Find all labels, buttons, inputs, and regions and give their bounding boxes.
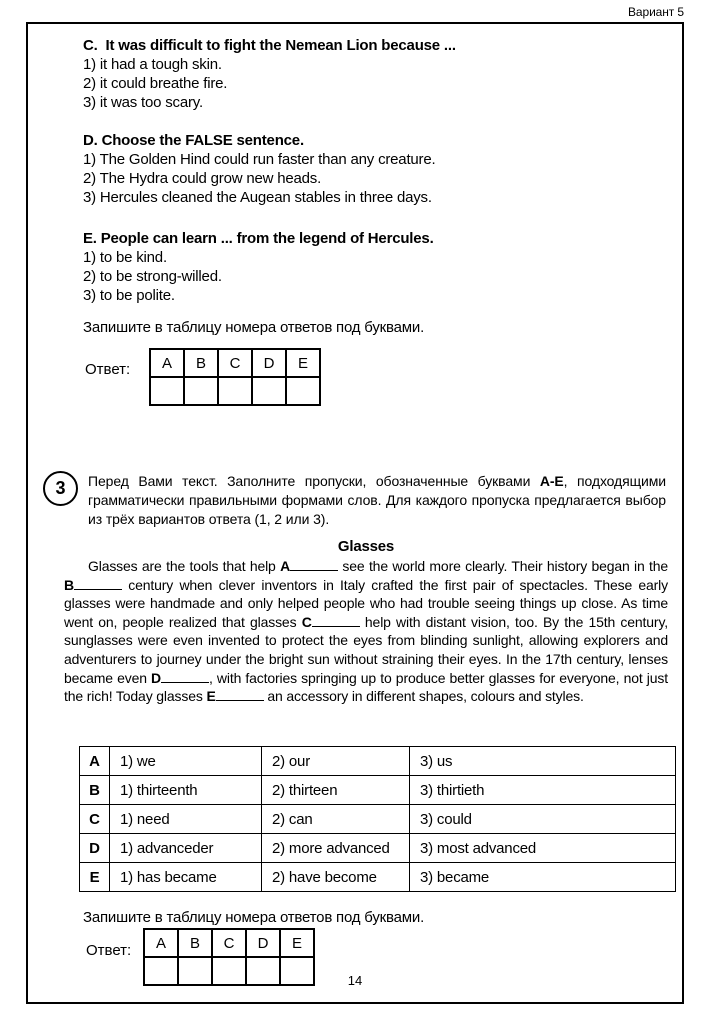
question-d-heading: D. Choose the FALSE sentence. <box>83 132 304 149</box>
option-cell: 2) our <box>262 747 410 776</box>
task-3-instruction: Перед Вами текст. Заполните пропуски, обозначенные буквами А-Е, подходящими грамматически правильными формами слов. Для каждого пропуска предлагается выбор из трёх вариантов ответа (1, 2 или 3). <box>88 473 666 527</box>
option-cell: 3) thirtieth <box>410 776 676 805</box>
answer-column-letter: B <box>184 349 218 377</box>
bold-letter: B <box>64 576 74 593</box>
answer-cell <box>252 377 286 405</box>
answer-blank <box>74 578 122 590</box>
options-row <box>80 776 676 805</box>
option-cell: 2) can <box>262 805 410 834</box>
options-row <box>80 805 676 834</box>
option-cell: 2) thirteen <box>262 776 410 805</box>
gap-fill-paragraph: Glasses are the tools that help A see the world more clearly. Their history began in the B century when clever inventors in Italy crafted the first pair of spectacles. These early glasses were handmade and only helped people who had trouble seeing things up close. As time went on, people realized that glasses C help with distant vision, too. By the 15th century, sunglasses were even invented to protect the eyes from blinding sunlight, allowing explorers and adventurers to journey under the bright sun without straining their eyes. In the 17th century, lenses became even D , with factories springing up to produce better glasses for everyone, not just the rich! Today glasses E an accessory in different shapes, colours and styles. <box>64 558 668 705</box>
option-cell: 1) has became <box>110 863 262 892</box>
option-cell: 1) advanceder <box>110 834 262 863</box>
option-cell: 3) could <box>410 805 676 834</box>
answer-cell <box>286 377 320 405</box>
answer-column-letter: E <box>286 349 320 377</box>
question-option: 1) it had a tough skin. <box>83 56 222 73</box>
option-cell: 3) became <box>410 863 676 892</box>
answer-cell <box>184 377 218 405</box>
options-row <box>80 747 676 776</box>
answer-column-letter: A <box>144 929 178 957</box>
answer-column-letter: C <box>218 349 252 377</box>
question-option: 2) to be strong-willed. <box>83 268 222 285</box>
answer-column-letter: E <box>280 929 314 957</box>
option-cell: 2) more advanced <box>262 834 410 863</box>
task-number-circle: 3 <box>43 471 78 506</box>
question-option: 2) The Hydra could grow new heads. <box>83 170 322 187</box>
question-option: 3) it was too scary. <box>83 94 203 111</box>
option-cell: 3) most advanced <box>410 834 676 863</box>
answer-label-1: Ответ: <box>85 361 131 378</box>
question-d <box>83 131 662 207</box>
row-letter: A <box>80 747 110 776</box>
bold-letter: A <box>280 558 291 574</box>
answer-blank <box>312 615 360 627</box>
row-letter: C <box>80 805 110 834</box>
row-letter: D <box>80 834 110 863</box>
question-e-heading: E. People can learn ... from the legend of Hercules. <box>83 230 434 247</box>
question-c-heading: C. It was difficult to fight the Nemean Lion because ... <box>83 37 456 54</box>
answer-column-letter: B <box>178 929 212 957</box>
question-option: 3) to be polite. <box>83 287 175 304</box>
answer-label-2: Ответ: <box>86 942 132 959</box>
page-number: 14 <box>347 973 363 988</box>
answer-column-letter: D <box>252 349 286 377</box>
answer-column-letter: D <box>246 929 280 957</box>
question-option: 2) it could breathe fire. <box>83 75 228 92</box>
question-e-options <box>83 248 662 305</box>
write-instruction-2: Запишите в таблицу номера ответов под буквами. <box>83 909 425 926</box>
content-frame <box>26 22 684 1004</box>
answer-cell <box>218 377 252 405</box>
answer-blank <box>161 671 209 683</box>
question-option: 1) The Golden Hind could run faster than any creature. <box>83 151 436 168</box>
answer-column-letter: A <box>150 349 184 377</box>
grammar-options-table <box>79 746 676 892</box>
question-option: 1) to be kind. <box>83 249 167 266</box>
option-cell: 1) thirteenth <box>110 776 262 805</box>
question-e <box>83 229 662 305</box>
bold-letter: D <box>151 669 161 686</box>
text-title: Glasses <box>337 538 395 555</box>
options-row <box>80 863 676 892</box>
answer-blank <box>290 559 338 571</box>
option-cell: 1) we <box>110 747 262 776</box>
write-instruction-1: Запишите в таблицу номера ответов под буквами. <box>83 319 425 336</box>
option-cell: 3) us <box>410 747 676 776</box>
question-d-options <box>83 150 662 207</box>
question-option: 3) Hercules cleaned the Augean stables in three days. <box>83 189 432 206</box>
answer-column-letter: C <box>212 929 246 957</box>
bold-letter: А-Е <box>539 473 564 489</box>
answer-cell <box>150 377 184 405</box>
option-cell: 2) have become <box>262 863 410 892</box>
answer-blank <box>216 689 264 701</box>
question-c-options <box>83 55 662 112</box>
answer-table-1 <box>149 348 321 406</box>
row-letter: E <box>80 863 110 892</box>
row-letter: B <box>80 776 110 805</box>
options-row <box>80 834 676 863</box>
option-cell: 1) need <box>110 805 262 834</box>
variant-label: Вариант 5 <box>628 5 684 19</box>
bold-letter: E <box>206 688 216 705</box>
question-c <box>83 36 662 112</box>
bold-letter: C <box>301 613 312 630</box>
